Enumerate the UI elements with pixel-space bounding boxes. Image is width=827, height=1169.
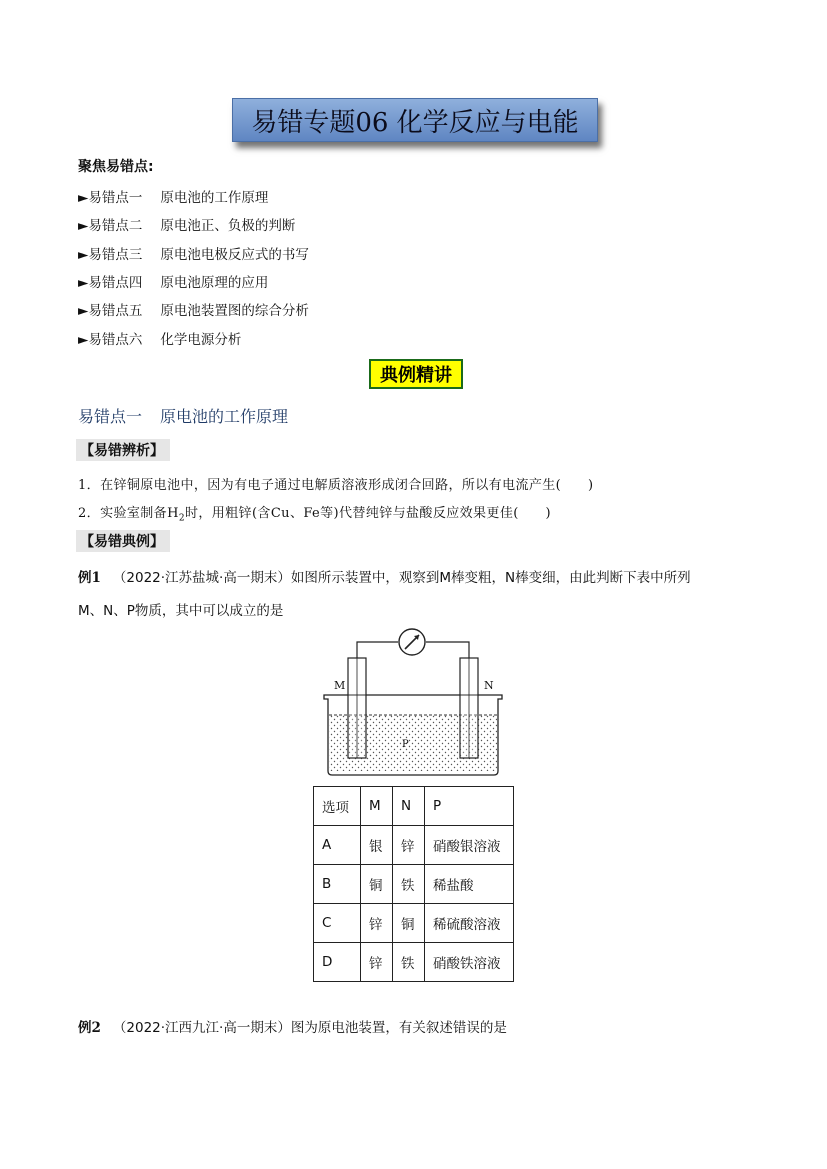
table-cell: 铜 <box>393 904 425 943</box>
table-cell: 锌 <box>393 826 425 865</box>
typical-examples-label: 典例精讲 <box>369 359 463 389</box>
focus-item-text: 原电池的工作原理 <box>160 190 269 206</box>
wire-left <box>357 642 398 658</box>
table-header: P <box>425 787 514 826</box>
table-cell: C <box>314 904 361 943</box>
focus-heading: 聚焦易错点: <box>78 159 154 175</box>
example-2-line-1 <box>78 1016 507 1036</box>
section-marker: 易错点一 <box>78 407 143 426</box>
label-n: N <box>484 679 494 692</box>
wire-right <box>426 642 469 658</box>
galvanic-cell-diagram <box>318 625 510 777</box>
table-header: 选项 <box>314 787 361 826</box>
table-row <box>314 943 514 982</box>
table-cell: 铁 <box>393 865 425 904</box>
focus-item-text: 化学电源分析 <box>160 332 242 348</box>
analysis-statement-1: 1．在锌铜原电池中，因为有电子通过电解质溶液形成闭合回路，所以有电流产生( ) <box>78 478 594 493</box>
statement-2-pre: 2．实验室制备H <box>78 506 179 521</box>
table-row <box>314 865 514 904</box>
statement-2-post: 时，用粗锌(含Cu、Fe等)代替纯锌与盐酸反应效果更佳( ) <box>184 506 551 521</box>
focus-item <box>78 328 241 348</box>
table-cell: A <box>314 826 361 865</box>
focus-item-marker: ►易错点五 <box>78 303 143 319</box>
label-p: P <box>402 739 409 750</box>
example-1-line-1 <box>78 566 691 586</box>
focus-item-text: 原电池原理的应用 <box>160 275 269 291</box>
label-m: M <box>334 679 346 692</box>
example-1-text: （2022·江苏盐城·高一期末）如图所示装置中，观察到M棒变粗，N棒变细，由此判断下表中所列 <box>112 570 691 586</box>
example-1-line-2: M、N、P物质，其中可以成立的是 <box>78 603 284 619</box>
table-header: M <box>361 787 393 826</box>
table-cell: 锌 <box>361 943 393 982</box>
section-title <box>78 404 288 427</box>
options-table <box>313 786 514 982</box>
focus-item-text: 原电池电极反应式的书写 <box>160 247 309 263</box>
page-title: 易错专题06 化学反应与电能 <box>251 107 579 138</box>
focus-item-marker: ►易错点六 <box>78 332 143 348</box>
example-2-text: （2022·江西九江·高一期末）图为原电池装置，有关叙述错误的是 <box>112 1020 507 1036</box>
focus-item-marker: ►易错点三 <box>78 247 143 263</box>
title-banner <box>232 98 598 142</box>
table-cell: 铜 <box>361 865 393 904</box>
table-cell: 硝酸银溶液 <box>425 826 514 865</box>
table-cell: B <box>314 865 361 904</box>
focus-item <box>78 214 295 234</box>
focus-item-text: 原电池装置图的综合分析 <box>160 303 309 319</box>
table-cell: 锌 <box>361 904 393 943</box>
focus-item <box>78 271 268 291</box>
table-cell: 铁 <box>393 943 425 982</box>
table-cell: 稀盐酸 <box>425 865 514 904</box>
table-cell: 银 <box>361 826 393 865</box>
focus-item <box>78 243 309 263</box>
table-cell: 稀硫酸溶液 <box>425 904 514 943</box>
examples-heading: 【易错典例】 <box>76 530 170 552</box>
focus-item <box>78 186 268 206</box>
analysis-heading: 【易错辨析】 <box>76 439 170 461</box>
section-title-text: 原电池的工作原理 <box>160 407 289 426</box>
focus-item <box>78 299 309 319</box>
example-2-label: 例2 <box>78 1020 101 1036</box>
focus-item-marker: ►易错点二 <box>78 218 143 234</box>
statement-2-sub: 2 <box>178 513 185 524</box>
table-row <box>314 904 514 943</box>
table-cell: 硝酸铁溶液 <box>425 943 514 982</box>
focus-item-marker: ►易错点一 <box>78 190 143 206</box>
table-header-row <box>314 787 514 826</box>
focus-item-text: 原电池正、负极的判断 <box>160 218 296 234</box>
table-header: N <box>393 787 425 826</box>
focus-item-marker: ►易错点四 <box>78 275 143 291</box>
table-cell: D <box>314 943 361 982</box>
analysis-statement-2 <box>78 502 551 524</box>
table-row <box>314 826 514 865</box>
example-1-label: 例1 <box>78 570 101 586</box>
